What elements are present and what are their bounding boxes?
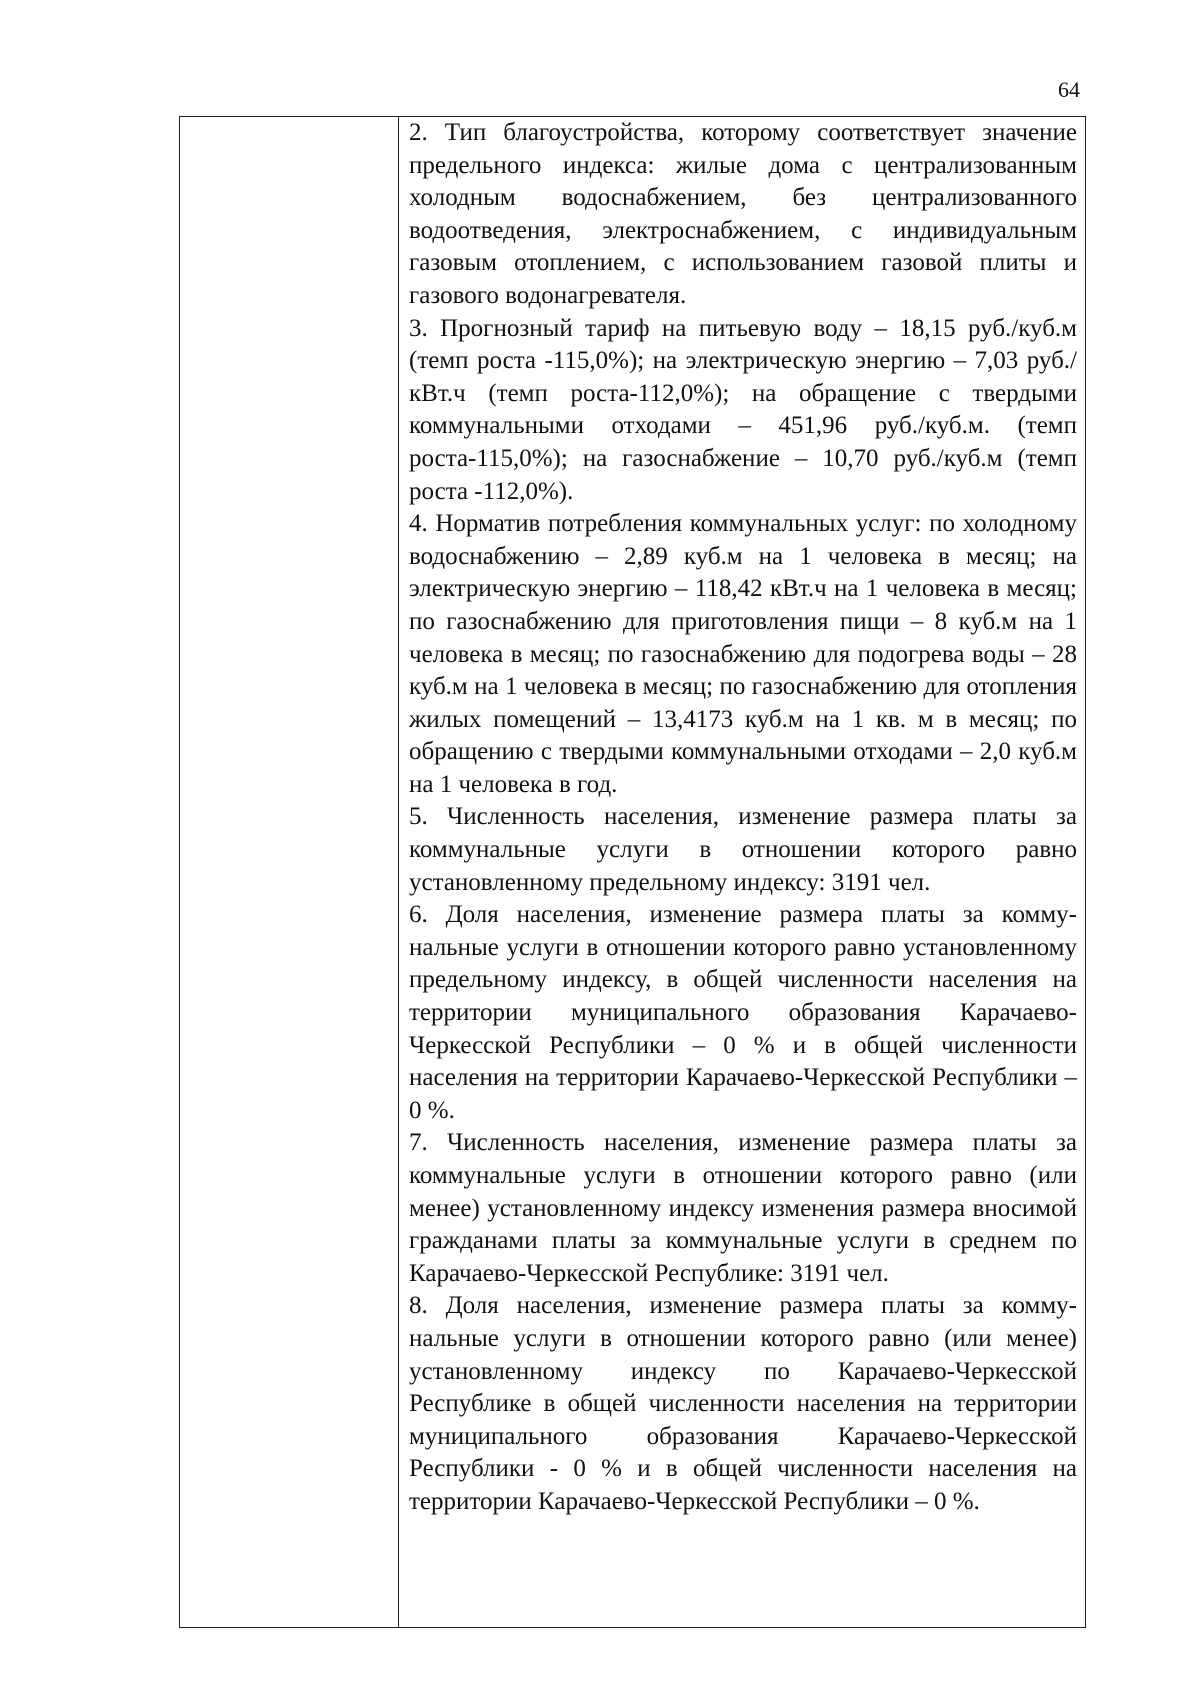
paragraph-item-7: 7. Численность населения, изменение размера платы за коммунальные услуги в отношении которого равно (или менее) установленному индексу изменения размера вносимой гражданами платы за коммунальные услуги в среднем по Карачаево-Черкесской Республике: 3191 чел. — [409, 1129, 1077, 1287]
paragraph-item-5: 5. Численность населения, изменение размера платы за коммунальные услуги в отношении которого равно установленному предельному индексу: 3191 чел. — [409, 803, 1077, 896]
paragraph-item-2: 2. Тип благоустройства, которому соответствует значение предельного индекса: жилые дома с централизованным холодным водоснабжением, без централизованного водоотведения, электроснабжением, с индивидуальным газовым отоплением, с использованием газовой плиты и газового водонагревателя. — [409, 119, 1077, 309]
page-number: 64 — [1058, 77, 1080, 102]
paragraph-item-8: 8. Доля населения, изменение размера платы за коммунальные услуги в отношении которого равно (или менее) установленному индексу по Карачаево-Черкесской Республике в общей численности населения на территории муниципального образования Карачаево-Черкесской Республики - 0 % и в общей численности населения на территории Карачаево-Черкесской Республики – 0 %. — [409, 1292, 1077, 1515]
paragraph-item-4: 4. Норматив потребления коммунальных услуг: по холодному водоснабжению – 2,89 куб.м на 1 человека в месяц; на электрическую энергию – 118,42 кВт.ч на 1 человека в месяц; по газоснабжению для приготовления пищи – 8 куб.м на 1 человека в месяц; по газоснабжению для подогрева воды – 28 куб.м на 1 человека в месяц; по газоснабжению для отопления жилых помещений – 13,4173 куб.м на 1 кв. м в месяц; по обращению с твердыми коммунальными отходами – 2,0 куб.м на 1 человека в год. — [409, 510, 1077, 798]
table-left-cell — [180, 117, 399, 1627]
table-right-cell — [399, 117, 1085, 1627]
document-table — [179, 116, 1086, 1628]
paragraph-item-3: 3. Прогнозный тариф на питьевую воду – 18,15 руб./куб.м (темп роста -115,0%); на электрическую энергию – 7,03 руб./кВт.ч (темп роста-112,0%); на обращение с твердыми коммунальными отходами – 451,96 руб./куб.м. (темп роста-115,0%); на газоснабжение – 10,70 руб./куб.м (темп роста -112,0%). — [409, 314, 1077, 505]
paragraph-item-6: 6. Доля населения, изменение размера платы за коммунальные услуги в отношении которого равно установленному предельному индексу, в общей численности населения на территории муниципального образования Карачаево-Черкесской Республики – 0 % и в общей численности населения на территории Карачаево-Черкесской Республики – 0 %. — [409, 901, 1077, 1124]
